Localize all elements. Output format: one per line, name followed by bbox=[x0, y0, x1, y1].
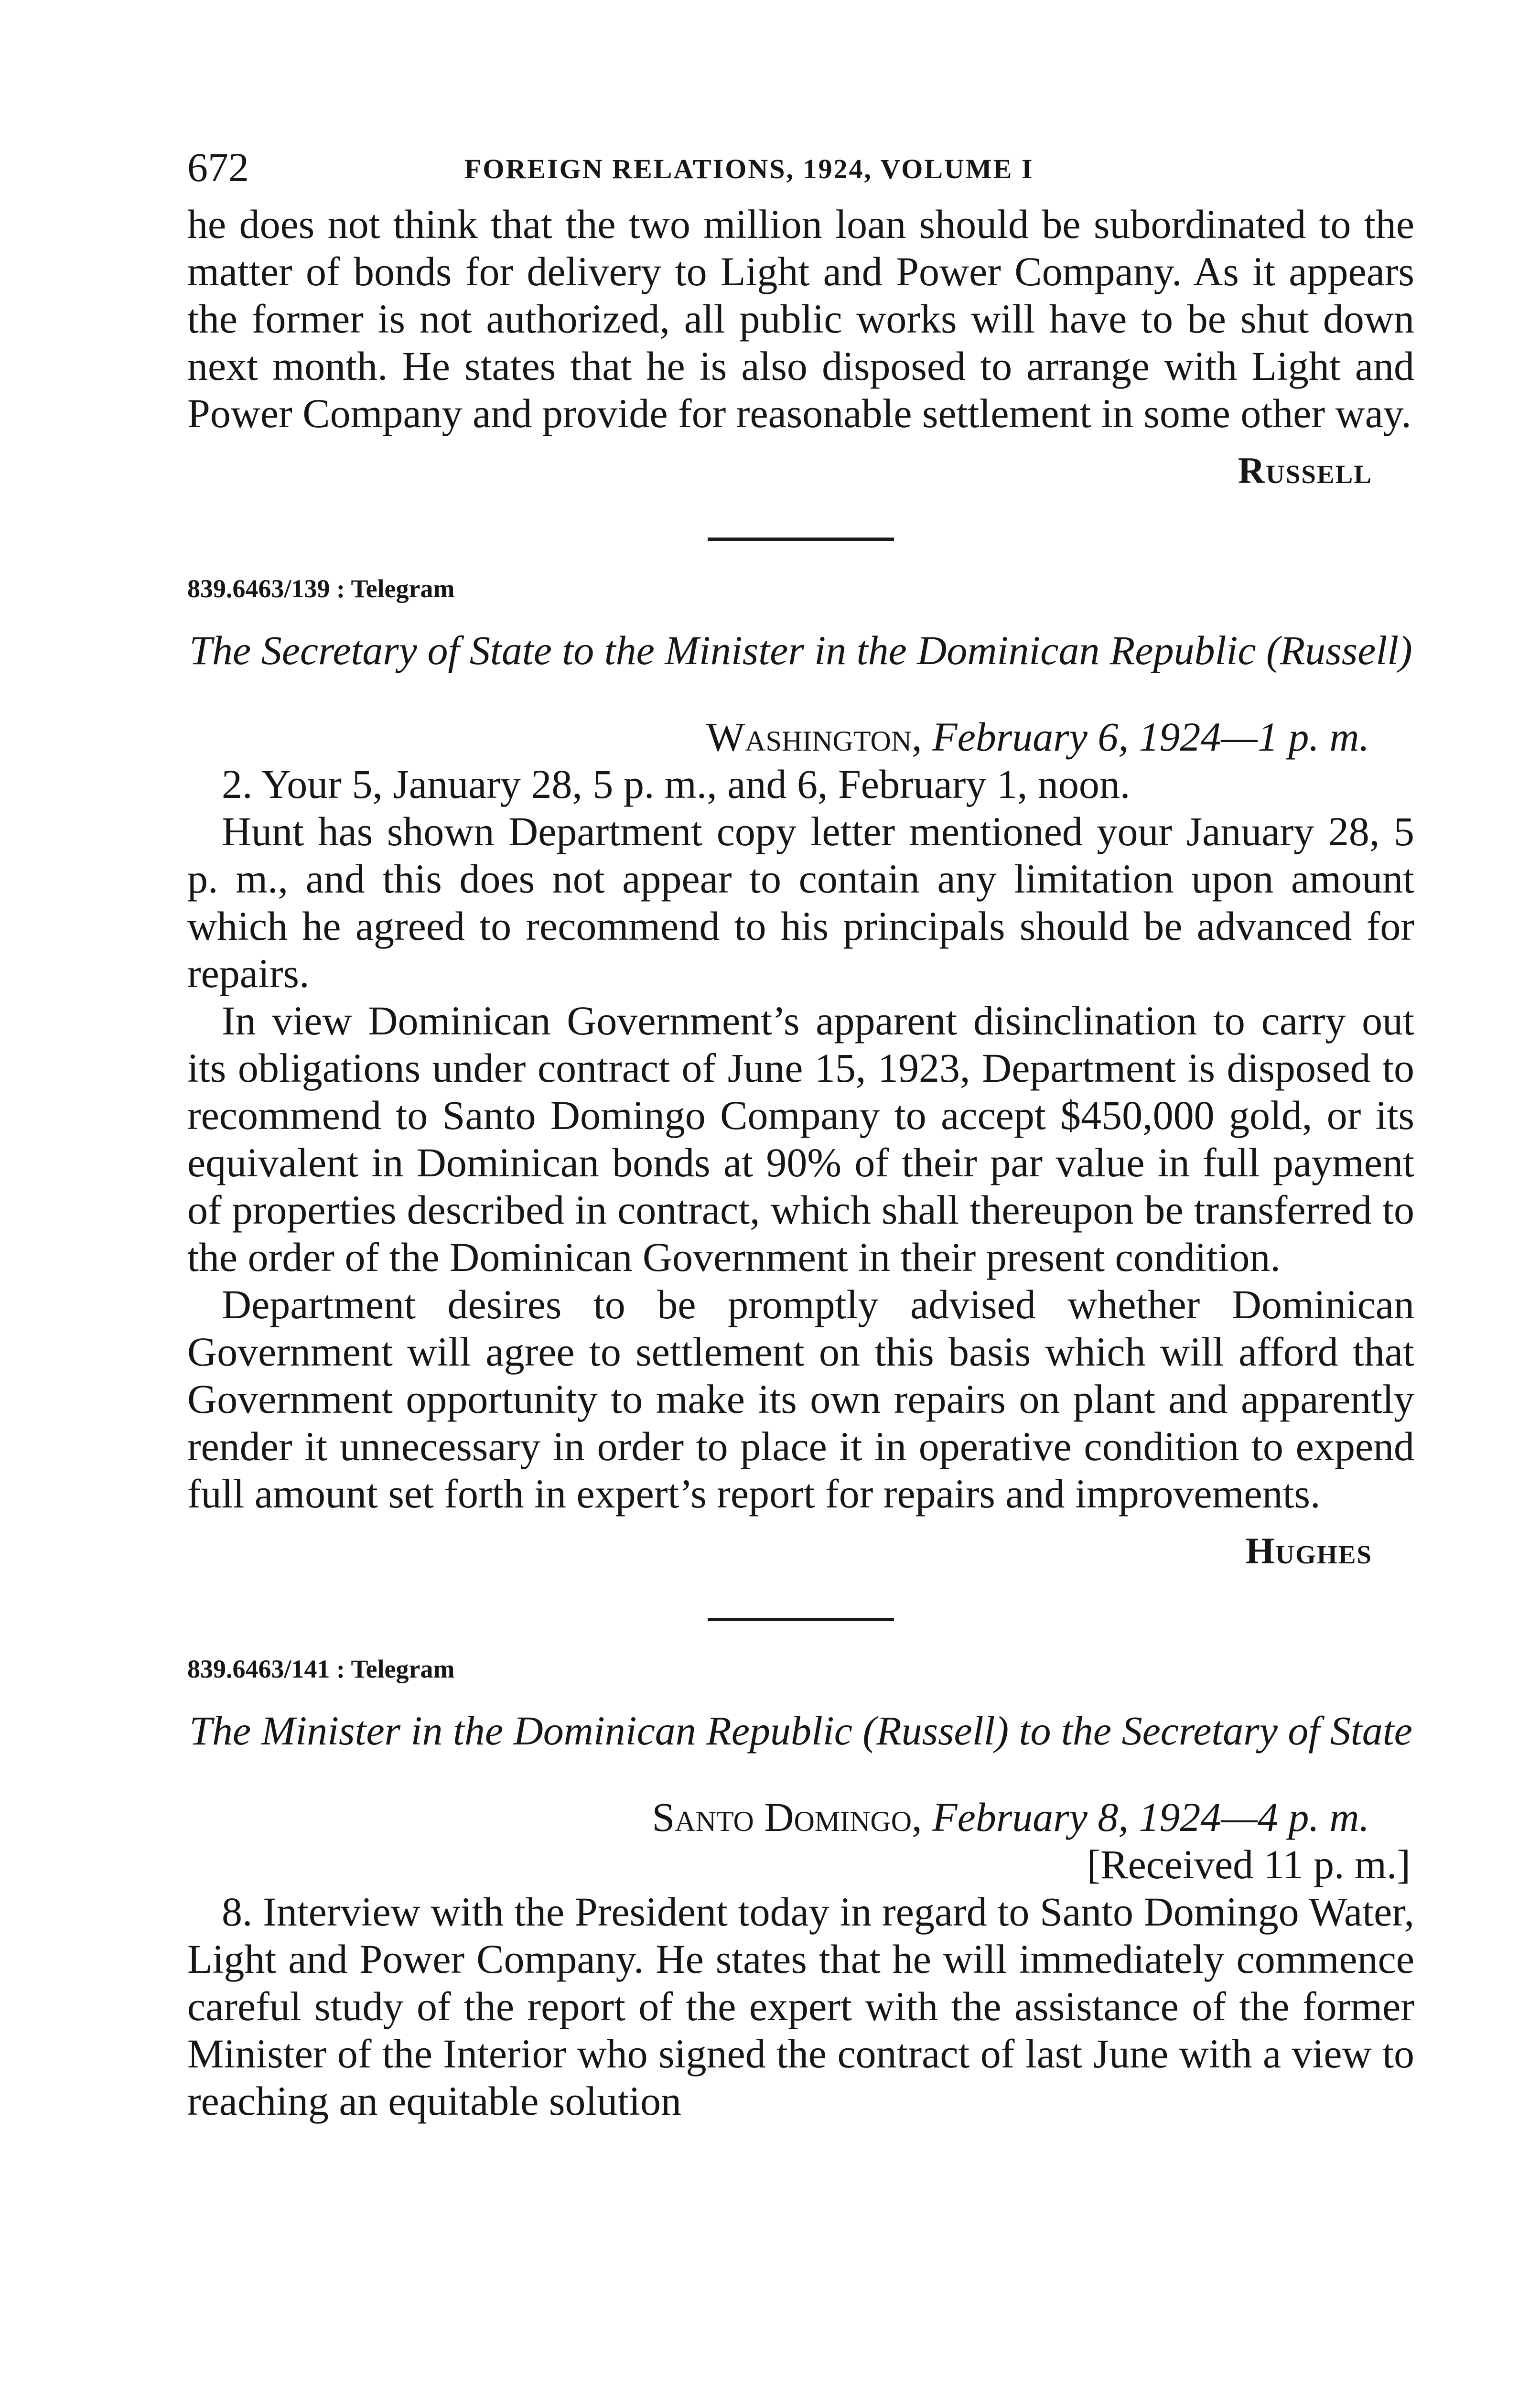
document-heading: The Minister in the Dominican Republic (Russell) to the Secretary of State bbox=[189, 1708, 1412, 1754]
dateline bbox=[187, 1794, 1414, 1841]
received-note: [Received 11 p. m.] bbox=[1087, 1841, 1411, 1887]
file-reference: 839.6463/139 : Telegram bbox=[187, 574, 455, 603]
body-paragraph: 8. Interview with the President today in regard to Santo Domingo Water, Light and Power Company. He states that he will immediately commence careful study of the report of the expert with the assistance of the former Minister of the Interior who signed the contract of last June with a view to reaching an equitable solution bbox=[187, 1889, 1414, 2124]
file-reference: 839.6463/141 : Telegram bbox=[187, 1655, 455, 1683]
dateline-place: Santo Domingo, bbox=[652, 1794, 922, 1840]
document-heading: The Secretary of State to the Minister in the Dominican Republic (Russell) bbox=[189, 627, 1412, 673]
page-number: 672 bbox=[187, 144, 249, 190]
running-title: FOREIGN RELATIONS, 1924, VOLUME I bbox=[464, 153, 1034, 184]
body-paragraph: Department desires to be promptly advised whether Dominican Government will agree to settlement on this basis which will afford that Government opportunity to make its own repairs on plant and apparently render it unnecessary in order to place it in operative condition to expend full amount set forth in expert’s report for repairs and improvements. bbox=[187, 1281, 1414, 1517]
body-paragraph: In view Dominican Government’s apparent disinclination to carry out its obligations under contract of June 15, 1923, Department is disposed to recommend to Santo Domingo Company to accept $450,000 gold, or its equivalent in Dominican bonds at 90% of their par value in full payment of properties described in contract, which shall thereupon be transferred to the order of the Dominican Government in their present condition. bbox=[187, 998, 1414, 1280]
document-section-continuation bbox=[187, 201, 1414, 495]
dateline-date: February 6, 1924—1 p. m. bbox=[932, 714, 1369, 760]
body-paragraph: he does not think that the two million loan should be subordinated to the matter of bonds for delivery to Light and Power Company. As it appears the former is not authorized, all public works will have to be shut down next month. He states that he is also disposed to arrange with Light and Power Company and provide for reasonable settlement in some other way. bbox=[187, 201, 1414, 436]
section-divider bbox=[708, 538, 894, 541]
running-head bbox=[187, 143, 1414, 201]
signature-russell: Russell bbox=[1238, 450, 1372, 491]
signature-hughes: Hughes bbox=[1245, 1530, 1372, 1571]
document-section-telegram-139 bbox=[187, 570, 1414, 1575]
dateline-place: Washington, bbox=[706, 714, 922, 760]
dateline-date: February 8, 1924—4 p. m. bbox=[932, 1794, 1369, 1840]
body-paragraph: 2. Your 5, January 28, 5 p. m., and 6, February 1, noon. bbox=[222, 761, 1131, 807]
dateline bbox=[187, 713, 1414, 761]
document-section-telegram-141 bbox=[187, 1650, 1414, 2125]
body-paragraph: Hunt has shown Department copy letter mentioned your January 28, 5 p. m., and this does not appear to contain any limitation upon amount which he agreed to recommend to his principals should be advanced for repairs. bbox=[187, 808, 1414, 996]
section-divider bbox=[708, 1618, 894, 1621]
document-page bbox=[187, 143, 1414, 2125]
